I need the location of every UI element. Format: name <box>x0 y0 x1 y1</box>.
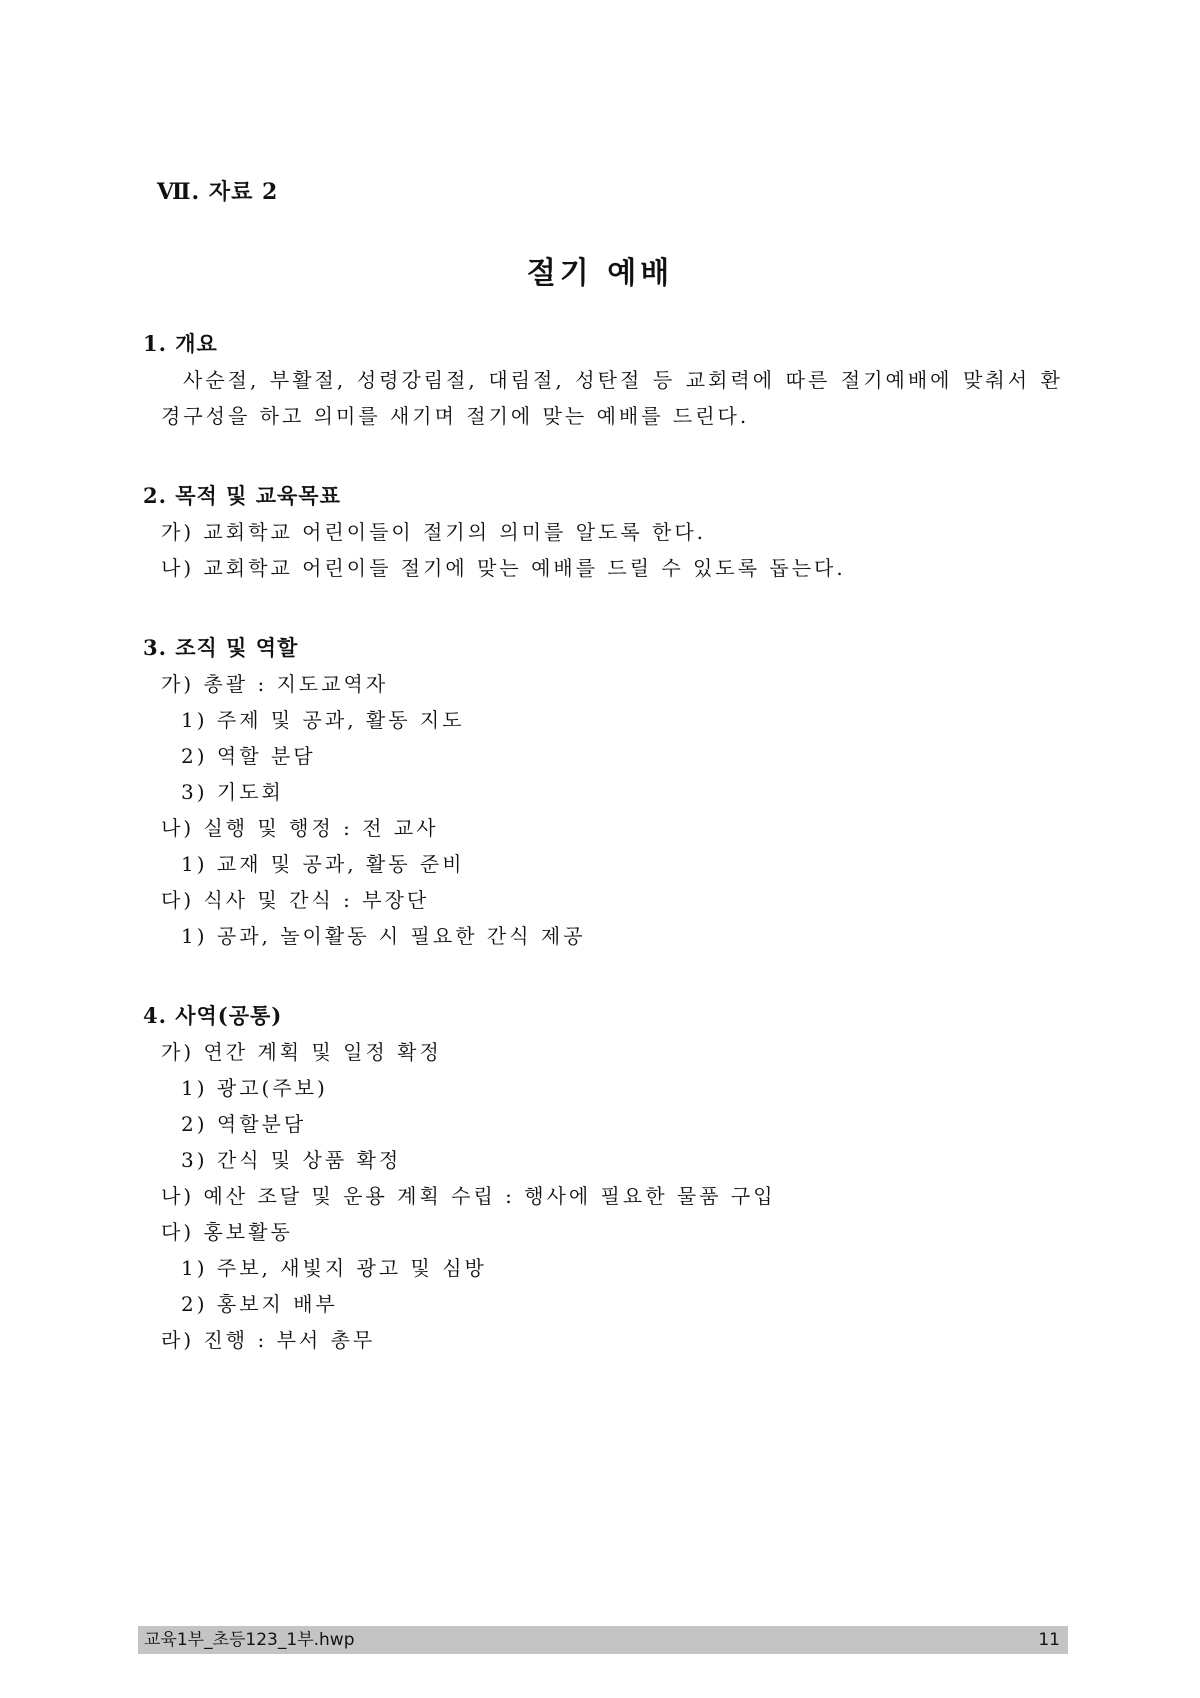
list-item: 나) 교회학교 어린이들 절기에 맞는 예배를 드릴 수 있도록 돕는다. <box>161 556 846 580</box>
document-title: 절기 예배 <box>526 256 674 291</box>
section-overview <box>143 326 1063 434</box>
list-item: 나) 예산 조달 및 운용 계획 수립 : 행사에 필요한 물품 구입 <box>161 1184 776 1208</box>
list-subitem: 2) 역할 분담 <box>181 744 316 768</box>
list-subitem: 1) 교재 및 공과, 활동 준비 <box>181 852 465 876</box>
list-item: 다) 식사 및 간식 : 부장단 <box>161 888 430 912</box>
list-subitem: 1) 광고(주보) <box>181 1076 328 1100</box>
list-item: 가) 교회학교 어린이들이 절기의 의미를 알도록 한다. <box>161 520 707 544</box>
section-heading: 2. 목적 및 교육목표 <box>143 483 341 508</box>
section-purpose <box>143 478 1063 586</box>
list-item: 가) 연간 계획 및 일정 확정 <box>161 1040 442 1064</box>
section-organization <box>143 630 1063 954</box>
footer-page-number: 11 <box>1038 1630 1060 1650</box>
list-item: 다) 홍보활동 <box>161 1220 293 1244</box>
list-subitem: 1) 주보, 새빛지 광고 및 심방 <box>181 1256 487 1280</box>
footer-filename: 교육1부_초등123_1부.hwp <box>144 1630 355 1650</box>
list-subitem: 2) 홍보지 배부 <box>181 1292 338 1316</box>
list-subitem: 3) 간식 및 상품 확정 <box>181 1148 402 1172</box>
list-subitem: 2) 역할분담 <box>181 1112 307 1136</box>
list-subitem: 1) 주제 및 공과, 활동 지도 <box>181 708 465 732</box>
overview-paragraph: 사순절, 부활절, 성령강림절, 대림절, 성탄절 등 교회력에 따른 절기예배에 맞춰서 환경구성을 하고 의미를 새기며 절기에 맞는 예배를 드린다. <box>161 368 1063 428</box>
section-ministry <box>143 998 1063 1358</box>
list-item: 가) 총괄 : 지도교역자 <box>161 672 389 696</box>
list-subitem: 1) 공과, 놀이활동 시 필요한 간식 제공 <box>181 924 586 948</box>
list-item: 라) 진행 : 부서 총무 <box>161 1328 376 1352</box>
section-heading: 4. 사역(공통) <box>143 1003 283 1028</box>
section-heading: 3. 조직 및 역할 <box>143 635 299 660</box>
page-footer <box>138 1626 1068 1654</box>
list-subitem: 3) 기도회 <box>181 780 284 804</box>
chapter-heading: Ⅶ. 자료 2 <box>157 179 279 205</box>
document-body <box>143 326 1063 1402</box>
list-item: 나) 실행 및 행정 : 전 교사 <box>161 816 439 840</box>
section-heading: 1. 개요 <box>143 331 218 356</box>
